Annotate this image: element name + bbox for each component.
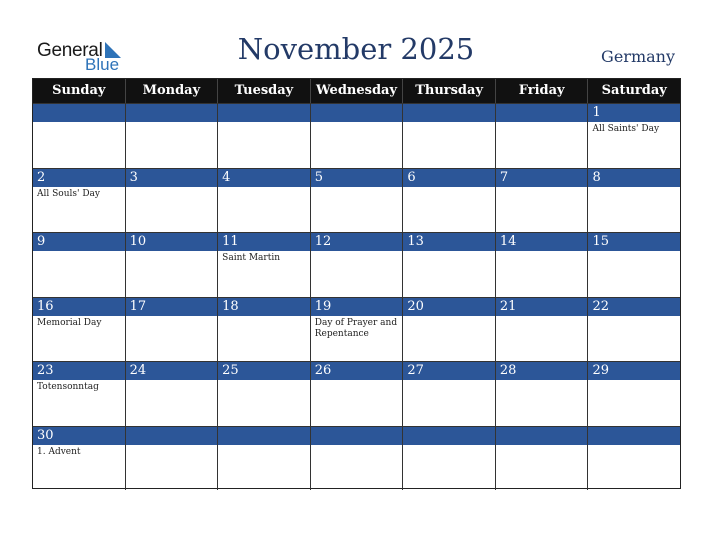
day-number: 29 xyxy=(588,362,680,380)
holiday-label xyxy=(496,445,588,449)
holiday-label xyxy=(126,380,218,384)
day-number xyxy=(403,427,495,445)
weekday-wednesday: Wednesday xyxy=(311,79,404,103)
week-row xyxy=(33,297,680,362)
holiday-label xyxy=(403,251,495,255)
holiday-label: All Saints' Day xyxy=(592,124,660,134)
day-cell[interactable] xyxy=(126,297,219,362)
day-cell[interactable] xyxy=(403,426,496,491)
day-number: 15 xyxy=(588,233,680,251)
weekday-friday: Friday xyxy=(496,79,589,103)
day-cell[interactable] xyxy=(403,232,496,297)
holiday-label xyxy=(218,122,310,126)
day-cell[interactable] xyxy=(311,426,404,491)
weekday-saturday: Saturday xyxy=(601,83,667,98)
day-cell[interactable] xyxy=(33,103,126,168)
day-number: 4 xyxy=(218,169,310,187)
day-cell[interactable] xyxy=(311,297,404,362)
day-cell[interactable] xyxy=(126,232,219,297)
day-cell[interactable] xyxy=(218,426,311,491)
day-cell[interactable] xyxy=(126,103,219,168)
holiday-label xyxy=(496,380,588,384)
week-row xyxy=(33,361,680,426)
holiday-label: 1. Advent xyxy=(37,446,81,457)
day-cell[interactable] xyxy=(403,103,496,168)
day-number xyxy=(126,104,218,122)
day-number xyxy=(403,104,495,122)
day-cell[interactable] xyxy=(496,168,589,233)
holiday-label xyxy=(496,122,588,126)
holiday-label xyxy=(588,380,680,384)
day-cell[interactable] xyxy=(403,168,496,233)
day-cell[interactable] xyxy=(126,426,219,491)
holiday-label xyxy=(403,445,495,449)
holiday-label: Day of Prayer and Repentance xyxy=(314,317,398,339)
day-cell[interactable] xyxy=(588,426,680,491)
day-cell[interactable] xyxy=(403,361,496,426)
day-number: 22 xyxy=(588,298,680,316)
country-label: Germany xyxy=(601,47,675,66)
day-number: 8 xyxy=(588,169,680,187)
holiday-label xyxy=(496,187,588,191)
day-cell[interactable] xyxy=(588,297,680,362)
day-cell[interactable] xyxy=(218,297,311,362)
day-number: 25 xyxy=(218,362,310,380)
holiday-label xyxy=(311,122,403,126)
day-number: 19 xyxy=(311,298,403,316)
day-number: 5 xyxy=(311,169,403,187)
day-number: 17 xyxy=(126,298,218,316)
day-cell[interactable] xyxy=(311,103,404,168)
calendar-grid xyxy=(32,78,681,489)
day-number xyxy=(311,427,403,445)
day-cell[interactable] xyxy=(33,426,126,491)
day-number: 2 xyxy=(33,169,125,187)
weekday-header-row xyxy=(33,79,680,103)
holiday-label xyxy=(218,316,310,320)
day-number: 16 xyxy=(33,298,125,316)
weekday-tuesday: Tuesday xyxy=(218,79,311,103)
day-cell[interactable] xyxy=(33,361,126,426)
holiday-label xyxy=(218,380,310,384)
day-number xyxy=(311,104,403,122)
day-number: 20 xyxy=(403,298,495,316)
day-cell[interactable] xyxy=(311,361,404,426)
day-number: 9 xyxy=(33,233,125,251)
logo-general-text: General xyxy=(37,40,103,61)
holiday-label xyxy=(403,122,495,126)
holiday-label xyxy=(311,445,403,449)
holiday-label xyxy=(403,316,495,320)
day-number: 10 xyxy=(126,233,218,251)
day-number xyxy=(33,104,125,122)
day-cell[interactable] xyxy=(218,361,311,426)
holiday-label xyxy=(311,187,403,191)
holiday-label xyxy=(126,445,218,449)
day-cell[interactable] xyxy=(403,297,496,362)
holiday-label: All Souls' Day xyxy=(37,188,100,199)
logo-blue-text: Blue xyxy=(85,55,120,74)
holiday-label xyxy=(218,187,310,191)
holiday-label xyxy=(33,122,125,126)
day-cell[interactable] xyxy=(311,168,404,233)
week-row xyxy=(33,426,680,491)
holiday-label xyxy=(126,251,218,255)
day-number xyxy=(496,104,588,122)
weekday-monday: Monday xyxy=(126,79,219,103)
day-number: 28 xyxy=(496,362,588,380)
day-cell[interactable] xyxy=(588,168,680,233)
day-number: 14 xyxy=(496,233,588,251)
holiday-label: Totensonntag xyxy=(37,382,99,392)
weekday-thursday: Thursday xyxy=(403,79,496,103)
day-cell[interactable] xyxy=(218,168,311,233)
day-number: 30 xyxy=(33,427,125,445)
holiday-label xyxy=(126,187,218,191)
holiday-label: Memorial Day xyxy=(37,317,102,328)
calendar-title: November 2025 xyxy=(237,32,475,66)
day-number: 21 xyxy=(496,298,588,316)
day-number: 23 xyxy=(33,362,125,380)
holiday-label xyxy=(588,445,680,449)
day-cell[interactable] xyxy=(33,232,126,297)
day-number xyxy=(218,427,310,445)
day-number: 12 xyxy=(311,233,403,251)
holiday-label xyxy=(496,316,588,320)
day-cell[interactable] xyxy=(588,232,680,297)
day-number xyxy=(588,427,680,445)
holiday-label xyxy=(311,251,403,255)
day-number: 13 xyxy=(403,233,495,251)
day-number: 6 xyxy=(403,169,495,187)
holiday-label xyxy=(588,251,680,255)
day-cell[interactable] xyxy=(126,361,219,426)
day-number xyxy=(126,427,218,445)
day-cell[interactable] xyxy=(496,297,589,362)
holiday-label xyxy=(218,445,310,449)
day-cell[interactable] xyxy=(311,232,404,297)
holiday-label xyxy=(126,316,218,320)
day-cell[interactable] xyxy=(126,168,219,233)
day-number: 27 xyxy=(403,362,495,380)
holiday-label xyxy=(588,187,680,191)
week-row xyxy=(33,168,680,233)
holiday-label xyxy=(311,380,403,384)
day-number: 1 xyxy=(588,104,680,122)
day-cell[interactable] xyxy=(33,168,126,233)
day-number: 24 xyxy=(126,362,218,380)
day-number: 7 xyxy=(496,169,588,187)
holiday-label xyxy=(588,316,680,320)
day-cell[interactable] xyxy=(588,103,680,168)
day-number xyxy=(218,104,310,122)
day-cell[interactable] xyxy=(218,232,311,297)
day-number: 18 xyxy=(218,298,310,316)
week-row xyxy=(33,232,680,297)
day-number: 3 xyxy=(126,169,218,187)
day-cell[interactable] xyxy=(588,361,680,426)
holiday-label: Saint Martin xyxy=(222,253,281,263)
week-row xyxy=(33,103,680,168)
holiday-label xyxy=(126,122,218,126)
day-cell[interactable] xyxy=(218,103,311,168)
day-cell[interactable] xyxy=(496,103,589,168)
day-cell[interactable] xyxy=(33,297,126,362)
holiday-label xyxy=(403,187,495,191)
day-cell[interactable] xyxy=(496,426,589,491)
weeks-container xyxy=(33,103,680,490)
weekday-sunday: Sunday xyxy=(33,79,126,103)
day-number: 26 xyxy=(311,362,403,380)
holiday-label xyxy=(33,251,125,255)
holiday-label xyxy=(403,380,495,384)
day-cell[interactable] xyxy=(496,361,589,426)
day-number: 11 xyxy=(218,233,310,251)
day-cell[interactable] xyxy=(496,232,589,297)
holiday-label xyxy=(496,251,588,255)
day-number xyxy=(496,427,588,445)
